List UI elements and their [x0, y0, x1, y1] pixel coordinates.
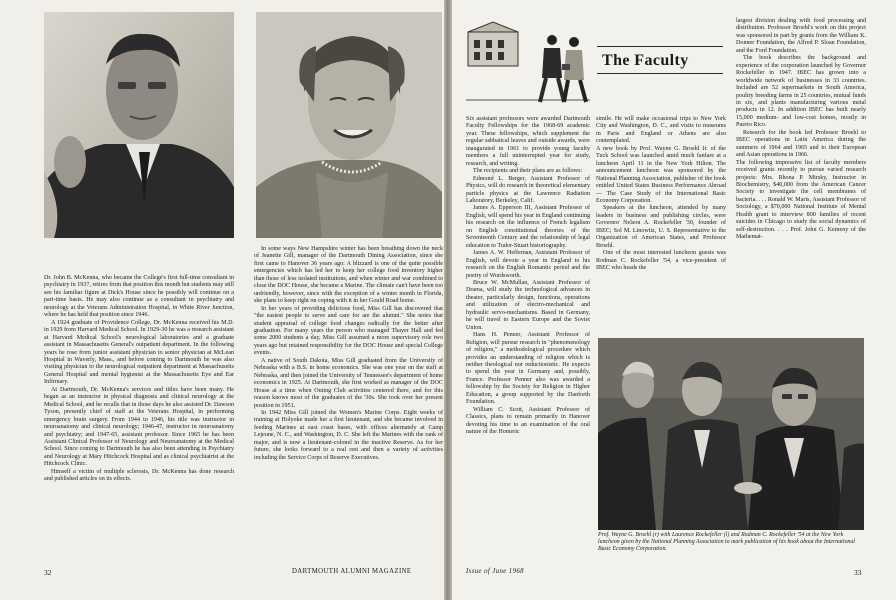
gill-para-2: In her years of providing delicious food, Miss Gill has discovered that "the easiest people to serve and care for are the alumni." She notes that student appraisal of college food changes radically for the better after graduation. For many years the person who managed Thayer Hall and fed some 2000 students a day, Miss Gill assumed a more supervisory role two years ago but retained responsibility for the DOC House and special College events. — [254, 305, 443, 357]
title-rule-top — [597, 46, 723, 47]
gill-para-3: A native of South Dakota, Miss Gill graduated from the University of Nebraska with a B.S. in home economics. She was one year on the staff at Nebraska, and then joined the University of Tennessee's department of home economics in 1925. At Dartmouth, she first worked as manager of the DOC House at a time when Outing Club activities centered there, and for this reason knows most of the graduates of the '30s. She took over her present position in 1951. — [254, 357, 443, 409]
portrait-mckenna — [44, 12, 234, 238]
fellowships-para-1: Six assistant professors were awarded Dartmouth Faculty Fellowships for the 1968-69 academic year. These fellowships, which supplement the regular sabbatical leaves and outside awards, were inaugurated in 1961 to provide young faculty members a full uninterrupted year for study, research, and writing. — [466, 116, 590, 167]
mckenna-para-1: Dr. John B. McKenna, who became the College's first full-time consultant in psychiatry in 1937, retires from that position this month but students may still see his familiar figure at Dick's House since he possibly will continue on a part-time basis. He may also continue as a consultant in psychiatry and neurology at the Veterans Administration Hospital, in White River Junction, where he has held that position since 1946. — [44, 275, 234, 319]
right-page-number: 33 — [854, 568, 862, 577]
broehl-continued: largest division dealing with food processing and distribution. Professor Broehl's work on this project was sponsored in part by grants from the William K. Donner Foundation, the Alfred P. Sloan Foundation, and the Ford Foundation. — [736, 18, 866, 54]
left-page-number: 32 — [44, 568, 52, 577]
issue-line: Issue of June 1968 — [466, 568, 524, 575]
title-rule-bottom — [597, 73, 723, 74]
portrait-gill — [256, 12, 442, 238]
broehl-book-para-2: Speakers at the luncheon, attended by many leaders in business and publishing circles, were Governor Nelson A. Rockefeller '30, founder of IBEC; Sol M. Linowitz, U. S. Representative to the Organization of American States, and Professor Broehl. — [596, 205, 726, 249]
broehl-book-para-1: A new book by Prof. Wayne G. Broehl Jr. of the Tuck School was launched amid much fanfare at a luncheon April 11 in the New York Hilton. The announcement luncheon was sponsored by the National Planning Association, publisher of the book entitled United States Business Performance Abroad — The Case Study of the International Basic Economy Corporation. — [596, 145, 726, 204]
gill-para-4: In 1942 Miss Gill joined the Women's Marine Corps. Eight weeks of training at Holyoke made her a first lieutenant, and she became involved in feeding Marines at east coast bases, with offices alternately at Camp Lejeune, N. C., and Washington, D. C. She left the Marines with the rank of major, and is now a lieutenant-colonel in the inactive Reserve. As for her future, she looks forward to a real rest and then a variety of activities including the Service Corps of Reserve Executives. — [254, 409, 443, 461]
spread-gutter — [444, 0, 452, 600]
fellowships-berger: Edmond L. Berger, Assistant Professor of Physics, will do research in theoretical elementary particle physics at the Lawrence Radiation Laboratory, Berkeley, Calif. — [466, 175, 590, 204]
left-column-1 — [44, 275, 234, 484]
fellowships-epperson: James A. Epperson III, Assistant Professor of English, will spend his year in England continuing his research on the influence of French legalism on English constitutional theories of the Seventeenth Century and the relationship of legal education to Tudor-Stuart historiography. — [466, 205, 590, 249]
mckenna-para-4: Himself a victim of multiple sclerosis, Dr. McKenna has done research and published articles on its effects. — [44, 468, 234, 483]
right-column-2 — [596, 116, 726, 273]
left-column-2 — [254, 246, 443, 462]
scott-continued: simile. He will make occasional trips to New York City and Washington, D. C., and visits to museums in Paris and England or Athens are also contemplated. — [596, 116, 726, 145]
ibec-research: Research for the book led Professor Broehl to IBEC operations in Latin America during the summers of 1964 and 1965 and to their European and Asian operations in 1966. — [736, 129, 866, 159]
luncheon-photo — [598, 338, 864, 530]
fellowships-para-2: The recipients and their plans are as follows: — [473, 168, 583, 175]
right-column-3 — [736, 18, 866, 242]
section-title: The Faculty — [602, 52, 689, 69]
luncheon-photo-caption: Prof. Wayne G. Broehl (r) with Laurence Rockefeller (l) and Rodman C. Rockefeller '54 at the New York luncheon given by the National Planning Association to mark publication of his book about the International Basic Economy Corporation. — [598, 532, 855, 552]
grants-para: The following impressive list of faculty members received grants recently to pursue varied research projects: Mrs. Rhona P. Mirsky, Instructor in Biochemistry, $40,000 from the American Cancer Society to investigate the cell membranes of bacteria. . . . Ronald W. Maris, Assistant Professor of Sociology, a $70,000 National Institute of Mental Health grant to interview 800 families of recent suicides in Chicago to study the social dynamics of self-destruction. . . . Prof. John G. Kemeny of the Mathemat- — [736, 159, 866, 241]
ibec-description: The book describes the background and experience of the corporation launched by Governor Rockefeller in 1947. IBEC has grown into a worldwide network of businesses in 33 countries. Included are 52 supermarkets in South America, poultry breeding farms in 25 countries, mutual funds in six, and plants manufacturing various metal products in 12. In addition IBEC has built nearly 15,000 medium- and low-cost homes, mostly in Puerto Rico. — [736, 55, 866, 129]
broehl-book-para-3: One of the most interested luncheon guests was Rodman C. Rockefeller '54, a vice-president of IBEC who heads the — [596, 250, 726, 272]
left-running-footer: DARTMOUTH ALUMNI MAGAZINE — [292, 568, 412, 575]
mckenna-para-3: At Dartmouth, Dr. McKenna's services and titles have been many. He began as an instructor in physical diagnosis and clinical neurology at the Medical School, and he recalls that in those days he also assisted Dr. Dawson Tyson, presently chief of staff at the Veterans Hospital, in performing emergency brain surgery. From 1944 to 1946, his title was instructor in neuroanatomy and clinical neurology; 1946-47, instructor in neuroanatomy and psychiatry; and 1947-65, assistant professor. Since 1965 he has been Assistant Clinical Professor of Neurology and Neuroanatomy at the Medical School. Since coming to Dartmouth he has also been attending in Psychiatry and Neurology at Mary Hitchcock Hospital and as clinical psychiatrist at the Hitchcock Clinic. — [44, 386, 234, 468]
fellowships-scott: William C. Scott, Assistant Professor of Classics, plans to remain primarily in Hanover devoting his time to an examination of the oral nature of the Homeric — [466, 406, 590, 436]
left-page — [0, 0, 444, 600]
portrait-mckenna-image — [44, 12, 234, 238]
right-column-1 — [466, 116, 590, 436]
mckenna-para-2: A 1924 graduate of Providence College, Dr. McKenna received his M.D. in 1929 from Harvard Medical School. In 1929-30 he was a research assistant at Harvard Medical School's neurological laboratories and a graduate assistant in Massachusetts General's outpatient department. In the following years he rose from junior assistant physician to senior physician at McLean Hospital in Waverly, Mass., and before coming to Dartmouth he was also visiting physician to the neurological outpatient department at Massachusetts General Hospital and mental hygienist at the Massachusetts Eye and Ear Infirmary. — [44, 319, 234, 386]
gill-para-1: In some ways New Hampshire winter has been breathing down the neck of Jeanette Gill, manager of the Dartmouth Dining Association, since she first came to Hanover 36 years ago: A blizzard is one of the quite possible emergencies which has led her to keep her college food inventory higher than those of less isolated institutions, and when winter and war combined to close the DOC House, she became a Marine. The climate can't have been too unfriendly, however, since with the exception of a winter month in Florida, she plans to keep right on coping with it in her Gould Road home. — [254, 246, 443, 305]
fellowships-heffernan: James A. W. Heffernan, Assistant Professor of English, will devote a year in England to his research on the English Romantic period and the poetry of Wordsworth. — [466, 250, 590, 279]
faculty-header-illustration — [466, 20, 590, 110]
right-page — [452, 0, 896, 600]
fellowships-mcmullan: Bruce W. McMullan, Assistant Professor of Drama, will study the technological advances in theater, particularly design, functions, operations and utilization of electro-mechanical and hydraulic servo-mechanisms. Based in Germany, he will travel to Eastern Europe and the Soviet Union. — [466, 279, 590, 331]
walking-figures-illustration — [466, 20, 590, 110]
fellowships-penner: Hans H. Penner, Assistant Professor of Religion, will pursue research in "phenomenology of religion," a methodological procedure which provides an understanding of religion which is neither theological nor reductionistic. He expects to spend the year in Germany and, possibly, France. Professor Penner also was awarded a fellowship by the Society for Religion in Higher Education, a group supported by the Danforth Foundation. — [466, 332, 590, 406]
luncheon-photo-image — [598, 338, 864, 530]
portrait-gill-image — [256, 12, 442, 238]
